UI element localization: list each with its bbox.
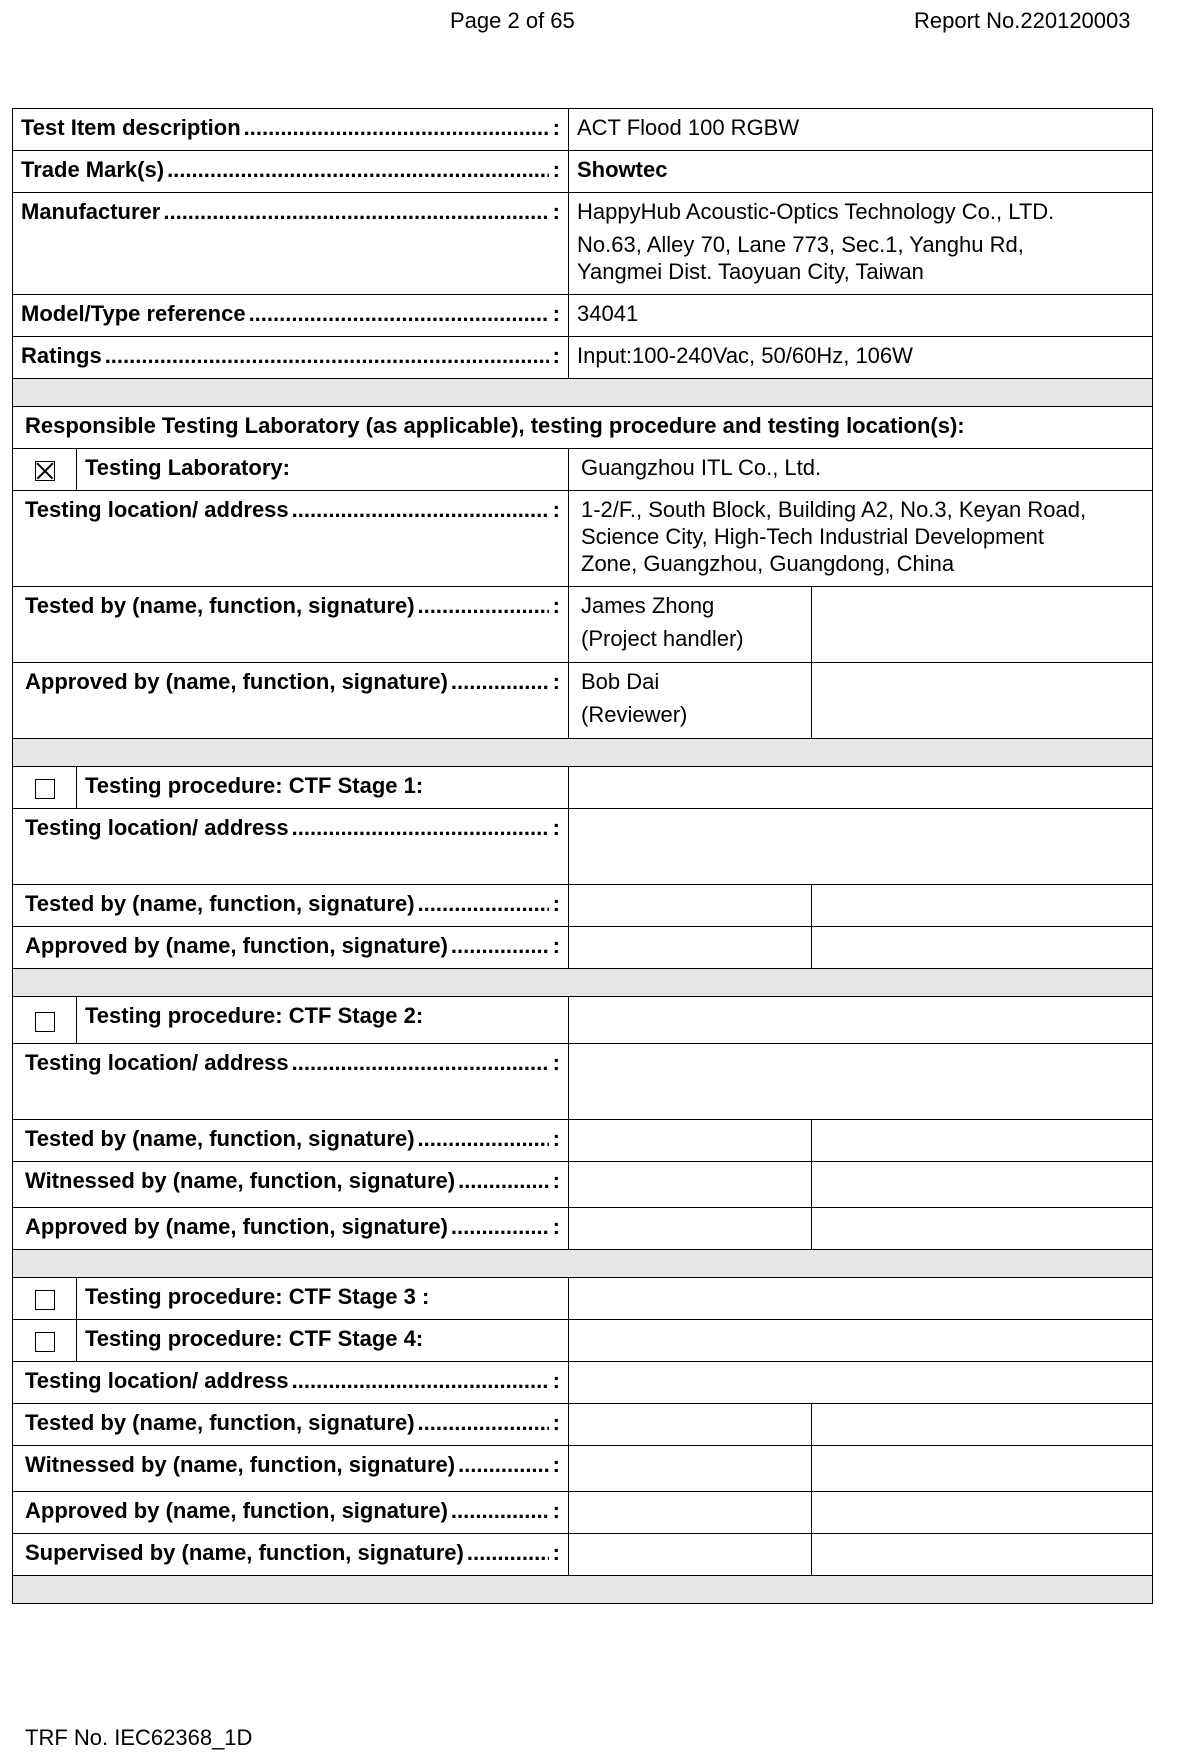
ctf34-tested-by-label: Tested by (name, function, signature) xyxy=(25,1410,415,1435)
ctf34-supervised-by-label: Supervised by (name, function, signature) xyxy=(25,1540,464,1565)
row-manufacturer: Manufacturer ..... : HappyHub Acoustic-Optics Technology Co., LTD. No.63, Alley 70, Lane 773, Sec.1, Yanghu Rd, Yangmei Dist. Taoyuan City, Taiwan xyxy=(13,193,1153,295)
spacer-row xyxy=(13,1250,1153,1278)
testing-lab-checkbox[interactable] xyxy=(13,449,77,491)
lab-location-value xyxy=(569,491,1153,587)
ratings-label: Ratings xyxy=(21,343,102,368)
manufacturer-label: Manufacturer xyxy=(21,199,161,224)
ctf2-location-label: Testing location/ address xyxy=(25,1050,289,1075)
manufacturer-address-line1: No.63, Alley 70, Lane 773, Sec.1, Yanghu Rd, xyxy=(577,232,1024,257)
ctf34-witnessed-by-label: Witnessed by (name, function, signature) xyxy=(25,1452,456,1477)
lab-location-label: Testing location/ address xyxy=(25,497,289,522)
page-number: Page 2 of 65 xyxy=(450,8,575,33)
checkbox-unchecked-icon xyxy=(35,1012,55,1032)
spacer-row xyxy=(13,1576,1153,1604)
row-lab-section-title xyxy=(13,407,1153,449)
test-item-label: Test Item description xyxy=(21,115,241,140)
ctf2-title: Testing procedure: CTF Stage 2: xyxy=(77,997,569,1044)
ctf34-approved-by-label: Approved by (name, function, signature) xyxy=(25,1498,448,1523)
manufacturer-value xyxy=(569,193,1153,295)
row-model: Model/Type reference ..... : 34041 xyxy=(13,295,1153,337)
row-ctf2-approved-by: Approved by (name, function, signature) ..... : xyxy=(13,1208,1153,1250)
approved-by-function: (Reviewer) xyxy=(581,702,688,727)
row-ctf1-location: Testing location/ address ..... : xyxy=(13,809,1153,885)
ratings-value: Input:100-240Vac, 50/60Hz, 106W xyxy=(569,337,1153,379)
model-label: Model/Type reference xyxy=(21,301,246,326)
lab-location-line2: Science City, High-Tech Industrial Development xyxy=(581,524,1045,549)
row-ctf1-tested-by: Tested by (name, function, signature) ..... : xyxy=(13,885,1153,927)
row-ctf2-witnessed-by: Witnessed by (name, function, signature) ..... : xyxy=(13,1162,1153,1208)
row-ctf1-title xyxy=(13,767,1153,809)
trade-mark-value: Showtec xyxy=(569,151,1153,193)
ctf2-approved-by-label: Approved by (name, function, signature) xyxy=(25,1214,448,1239)
row-ctf2-tested-by: Tested by (name, function, signature) ..... : xyxy=(13,1120,1153,1162)
ctf2-witnessed-by-label: Witnessed by (name, function, signature) xyxy=(25,1168,456,1193)
spacer-row xyxy=(13,969,1153,997)
ctf34-location-label: Testing location/ address xyxy=(25,1368,289,1393)
row-ctf34-tested-by: Tested by (name, function, signature) ..... : xyxy=(13,1404,1153,1446)
row-test-item: Test Item description ..... : ACT Flood 100 RGBW xyxy=(13,109,1153,151)
ctf4-title: Testing procedure: CTF Stage 4: xyxy=(77,1320,569,1362)
lab-tested-by-signature xyxy=(812,587,1153,663)
checkbox-checked-icon xyxy=(35,461,55,481)
ctf3-checkbox[interactable] xyxy=(13,1278,77,1320)
tested-by-name: James Zhong xyxy=(581,593,715,618)
checkbox-unchecked-icon xyxy=(35,779,55,799)
row-ctf34-location: Testing location/ address ..... : xyxy=(13,1362,1153,1404)
trf-number: TRF No. IEC62368_1D xyxy=(25,1725,253,1750)
model-value: 34041 xyxy=(569,295,1153,337)
row-ctf2-location: Testing location/ address ..... : xyxy=(13,1044,1153,1120)
row-ctf34-approved-by: Approved by (name, function, signature) ..... : xyxy=(13,1492,1153,1534)
row-ctf3-title xyxy=(13,1278,1153,1320)
lab-section-title: Responsible Testing Laboratory (as applicable), testing procedure and testing location(s): xyxy=(13,407,1153,449)
row-ratings: Ratings ..... : Input:100-240Vac, 50/60Hz, 106W xyxy=(13,337,1153,379)
ctf1-title: Testing procedure: CTF Stage 1: xyxy=(77,767,569,809)
trade-mark-label: Trade Mark(s) xyxy=(21,157,165,182)
manufacturer-name: HappyHub Acoustic-Optics Technology Co., LTD. xyxy=(577,199,1055,224)
ctf1-tested-by-label: Tested by (name, function, signature) xyxy=(25,891,415,916)
ctf1-location-label: Testing location/ address xyxy=(25,815,289,840)
spacer-row xyxy=(13,739,1153,767)
testing-lab-label: Testing Laboratory: xyxy=(77,449,569,491)
lab-location-line1: 1-2/F., South Block, Building A2, No.3, Keyan Road, xyxy=(581,497,1087,522)
test-report-form xyxy=(12,108,1153,1604)
approved-by-name: Bob Dai xyxy=(581,669,660,694)
row-ctf2-title xyxy=(13,997,1153,1044)
row-ctf34-witnessed-by: Witnessed by (name, function, signature) ..... : xyxy=(13,1446,1153,1492)
ctf1-approved-by-label: Approved by (name, function, signature) xyxy=(25,933,448,958)
spacer-row xyxy=(13,379,1153,407)
manufacturer-address-line2: Yangmei Dist. Taoyuan City, Taiwan xyxy=(577,259,924,284)
row-lab-tested-by: Tested by (name, function, signature) ..... : James Zhong (Project handler) xyxy=(13,587,1153,663)
lab-approved-by-signature xyxy=(812,663,1153,739)
checkbox-unchecked-icon xyxy=(35,1290,55,1310)
ctf2-checkbox[interactable] xyxy=(13,997,77,1044)
row-ctf4-title xyxy=(13,1320,1153,1362)
lab-location-line3: Zone, Guangzhou, Guangdong, China xyxy=(581,551,955,576)
tested-by-function: (Project handler) xyxy=(581,626,744,651)
lab-approved-by-label: Approved by (name, function, signature) xyxy=(25,669,448,694)
test-item-value: ACT Flood 100 RGBW xyxy=(569,109,1153,151)
row-ctf34-supervised-by: Supervised by (name, function, signature) ..... : xyxy=(13,1534,1153,1576)
ctf1-checkbox[interactable] xyxy=(13,767,77,809)
report-number: Report No.220120003 xyxy=(914,8,1131,33)
lab-tested-by-label: Tested by (name, function, signature) xyxy=(25,593,415,618)
row-trade-mark: Trade Mark(s) ..... : Showtec xyxy=(13,151,1153,193)
ctf2-tested-by-label: Tested by (name, function, signature) xyxy=(25,1126,415,1151)
ctf3-title: Testing procedure: CTF Stage 3 : xyxy=(77,1278,569,1320)
row-testing-lab xyxy=(13,449,1153,491)
row-lab-location: Testing location/ address ..... : 1-2/F., South Block, Building A2, No.3, Keyan Road, Science City, High-Tech Industrial Development Zone, Guangzhou, Guangdong, China xyxy=(13,491,1153,587)
checkbox-unchecked-icon xyxy=(35,1332,55,1352)
ctf2-location-value xyxy=(569,1044,1153,1120)
row-lab-approved-by: Approved by (name, function, signature) ..... : Bob Dai (Reviewer) xyxy=(13,663,1153,739)
row-ctf1-approved-by: Approved by (name, function, signature) ..... : xyxy=(13,927,1153,969)
lab-tested-by-value xyxy=(569,587,812,663)
lab-approved-by-value xyxy=(569,663,812,739)
ctf1-location-value xyxy=(569,809,1153,885)
testing-lab-value: Guangzhou ITL Co., Ltd. xyxy=(569,449,1153,491)
ctf4-checkbox[interactable] xyxy=(13,1320,77,1362)
